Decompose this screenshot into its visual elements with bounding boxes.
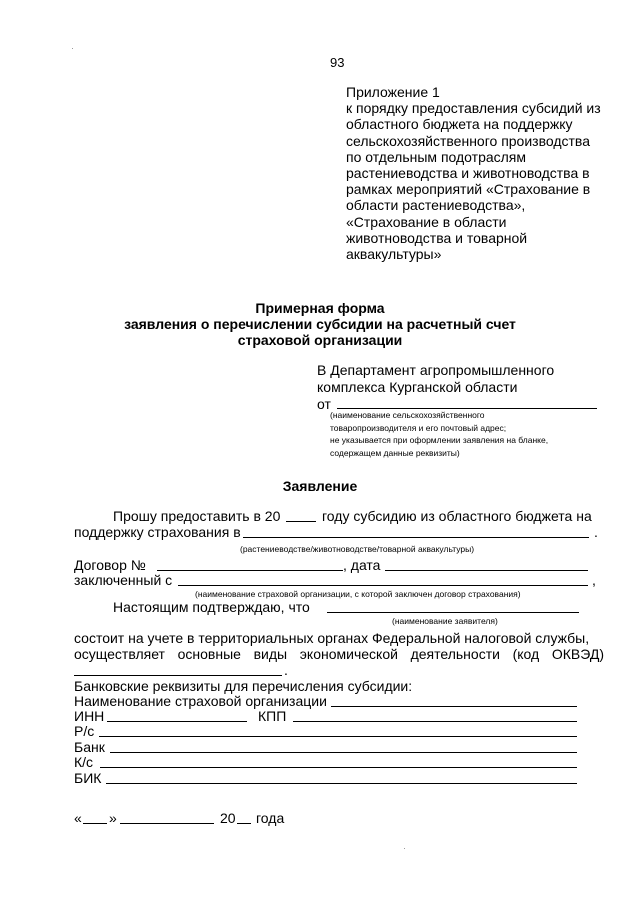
- date-label: , дата: [343, 557, 381, 573]
- concluded-label: заключенный с: [74, 572, 173, 588]
- from-label: от: [317, 396, 331, 412]
- applicant-field[interactable]: [327, 612, 579, 613]
- inn-label: ИНН: [74, 708, 105, 724]
- registered-text: состоит на учете в территориальных органах Федеральной налоговой службы,: [74, 630, 590, 646]
- form-title-line: Примерная форма: [255, 300, 385, 316]
- note-line: (наименование сельскохозяйственного: [330, 410, 485, 420]
- year-field[interactable]: [286, 521, 316, 522]
- rs-field[interactable]: [99, 736, 577, 737]
- note-line: не указывается при оформлении заявления на бланке,: [330, 435, 549, 445]
- support-end: .: [594, 524, 598, 540]
- ks-label: К/с: [74, 754, 94, 770]
- insurer-name-field[interactable]: [178, 585, 588, 586]
- bank-heading: Банковские реквизиты для перечисления субсидии:: [74, 678, 413, 694]
- rs-label: Р/с: [74, 723, 95, 739]
- concluded-note: (наименование страховой организации, с которой заключен договор страхования): [195, 589, 521, 599]
- activity-text: осуществляет основные виды экономической деятельности (код ОКВЭД): [74, 646, 604, 662]
- appendix-line: животноводства и товарной: [346, 229, 528, 246]
- month-field[interactable]: [120, 823, 214, 824]
- appendix-line: растениеводства и животноводства в: [346, 165, 590, 182]
- confirm-note: (наименование заявителя): [392, 616, 498, 626]
- scan-speck: [72, 48, 73, 49]
- day-field[interactable]: [83, 823, 107, 824]
- form-title-line: заявления о перечислении субсидии на расчетный счет: [124, 316, 516, 332]
- appendix-line: сельскохозяйственного производства: [346, 132, 590, 149]
- sign-year-field[interactable]: [237, 823, 251, 824]
- bik-field[interactable]: [106, 783, 577, 784]
- year-prefix: 20: [220, 810, 236, 826]
- contract-date-field[interactable]: [385, 570, 588, 571]
- appendix-line: областного бюджета на поддержку: [346, 116, 573, 133]
- form-title-line: страховой организации: [237, 332, 403, 348]
- statement-title: Заявление: [282, 478, 358, 494]
- ks-field[interactable]: [100, 767, 577, 768]
- appendix-line: по отдельным подотраслям: [346, 148, 527, 165]
- contract-label: Договор №: [74, 557, 146, 573]
- addressee-note: [330, 409, 548, 459]
- insurer-label: Наименование страховой организации: [74, 693, 327, 709]
- date-close-quote: »: [109, 810, 117, 826]
- confirm-label: Настоящим подтверждаю, что: [113, 599, 310, 615]
- concluded-end: ,: [592, 572, 596, 588]
- bank-field[interactable]: [110, 752, 577, 753]
- appendix-line: к порядку предоставления субсидий из: [346, 100, 601, 117]
- appendix-line: «Страхование в области: [346, 213, 507, 230]
- form-title: [0, 300, 640, 348]
- kpp-field[interactable]: [293, 721, 577, 722]
- bik-label: БИК: [74, 770, 102, 786]
- okved-field[interactable]: [74, 675, 282, 676]
- from-field[interactable]: [337, 396, 597, 409]
- insurer-field[interactable]: [331, 706, 577, 707]
- page-number: 93: [330, 55, 345, 70]
- addressee-block: [317, 362, 597, 413]
- date-open-quote: «: [74, 810, 82, 826]
- appendix-line: области растениеводства»,: [346, 197, 526, 214]
- addressee-line: комплекса Курганской области: [317, 379, 518, 395]
- request-part1: Прошу предоставить в 20: [113, 508, 281, 524]
- note-line: содержащем данные реквизиты): [330, 447, 460, 458]
- contract-number-field[interactable]: [157, 570, 343, 571]
- kpp-label: КПП: [258, 708, 287, 724]
- inn-field[interactable]: [107, 721, 247, 722]
- scan-speck: [404, 848, 405, 849]
- request-part2: году субсидию из областного бюджета на: [322, 508, 592, 524]
- addressee-line: В Департамент агропромышленного: [317, 362, 555, 378]
- support-note: (растениеводстве/животноводстве/товарной аквакультуры): [240, 544, 475, 554]
- note-line: товаропроизводителя и его почтовый адрес;: [330, 422, 507, 433]
- bank-label: Банк: [74, 739, 105, 755]
- support-label: поддержку страхования в: [74, 524, 241, 540]
- appendix-line: Приложение 1: [346, 84, 440, 100]
- activity-end: .: [284, 662, 288, 678]
- support-field[interactable]: [243, 537, 589, 538]
- appendix-line: рамках мероприятий «Страхование в: [346, 181, 591, 198]
- appendix-line: аквакультуры»: [346, 246, 442, 263]
- year-suffix: года: [256, 810, 285, 826]
- appendix-header: [346, 84, 601, 262]
